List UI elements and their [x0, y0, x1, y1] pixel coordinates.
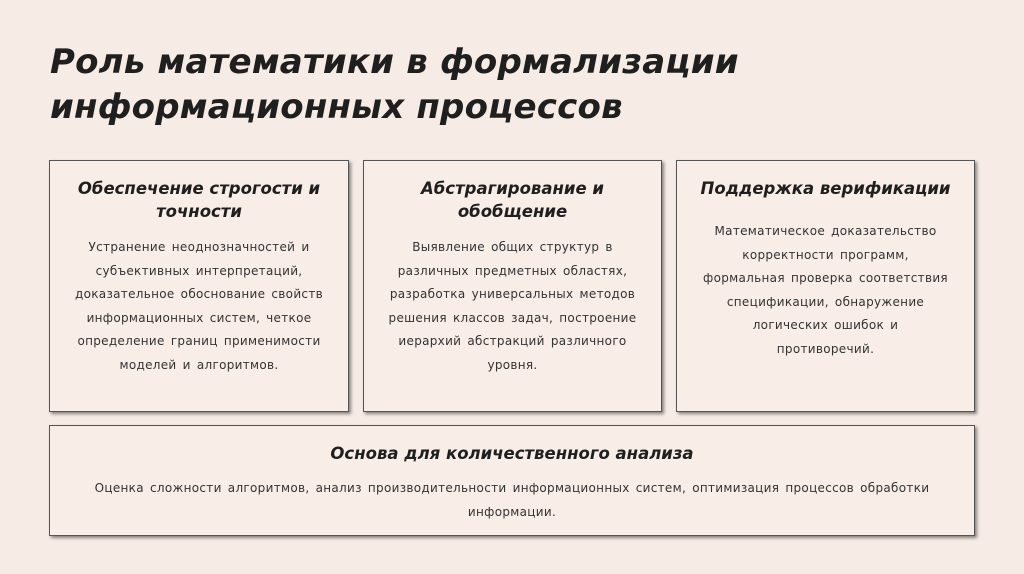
card-text: Оценка сложности алгоритмов, анализ производительности информационных систем, оптимизация процессов обработки информации.	[94, 481, 930, 519]
card-text: Выявление общих структур в различных предметных областях, разработка универсальных методов решения классов задач, построение иерархий абстракций различного уровня.	[388, 240, 637, 372]
card-verification-support	[676, 160, 975, 412]
card-text: Математическое доказательство корректности программ, формальная проверка соответствия спецификации, обнаружение логических ошибок и противоречий.	[703, 224, 948, 356]
card-title: Поддержка верификации	[700, 179, 951, 198]
card-quantitative-analysis	[49, 425, 975, 536]
slide-title-line-2: информационных процессов	[50, 87, 623, 127]
card-abstraction-generalization	[363, 160, 662, 412]
slide-title	[50, 40, 950, 130]
card-title: Абстрагирование и обобщение	[421, 179, 604, 221]
card-title: Основа для количественного анализа	[330, 444, 694, 463]
card-rigor-precision	[49, 160, 349, 412]
card-title: Обеспечение строгости и точности	[77, 179, 321, 221]
card-text: Устранение неоднозначностей и субъективных интерпретаций, доказательное обоснование свойств информационных систем, четкое определение границ применимости моделей и алгоритмов.	[75, 240, 323, 372]
slide-title-line-1: Роль математики в формализации	[50, 42, 739, 82]
